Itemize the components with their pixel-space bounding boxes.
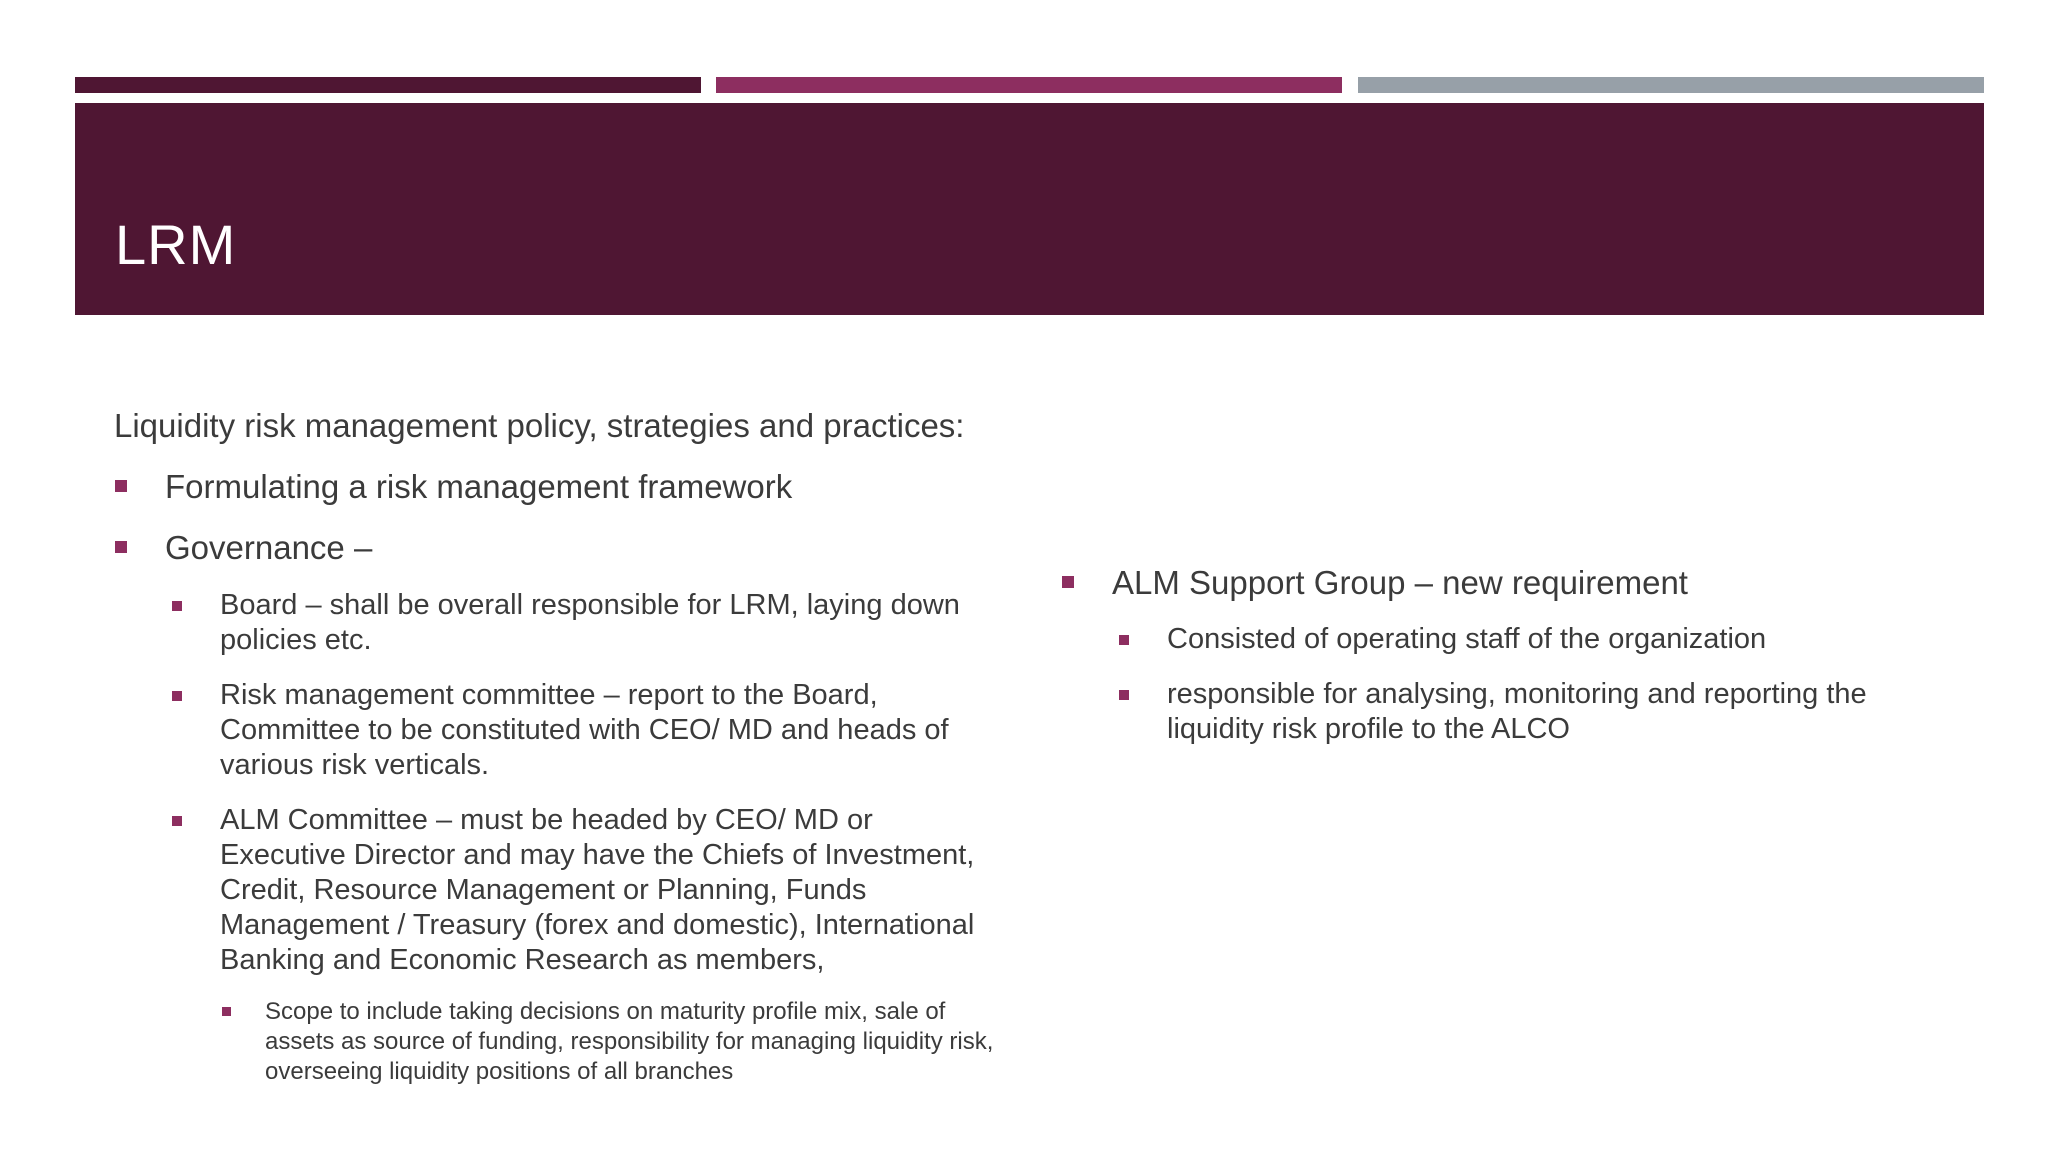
square-bullet-icon [115, 480, 127, 492]
intro-text: Liquidity risk management policy, strategies and practices: [114, 407, 965, 444]
square-bullet-icon [172, 691, 182, 701]
bullet-support-group-text: ALM Support Group – new requirement [1112, 564, 1688, 601]
bullet-alm-scope [265, 997, 1000, 1087]
bullet-responsibility [1167, 677, 1947, 747]
square-bullet-icon [1062, 576, 1074, 588]
bullet-board [220, 588, 1000, 658]
accent-bar-magenta [716, 77, 1342, 93]
square-bullet-icon [172, 601, 182, 611]
bullet-governance-text: Governance – [165, 529, 373, 566]
bullet-alm-scope-text: Scope to include taking decisions on maturity profile mix, sale of assets as source of funding, responsibility for managing liquidity risk, overseeing liquidity positions of all branches [265, 998, 994, 1085]
square-bullet-icon [1119, 635, 1129, 645]
bullet-alm-committee-text: ALM Committee – must be headed by CEO/ MD or Executive Director and may have the Chiefs of Investment, Credit, Resource Management or Planning, Funds Management / Treasury (forex and domestic), International Banking and Economic Research as members, [220, 804, 975, 976]
title-band [75, 103, 1984, 315]
bullet-staff-text: Consisted of operating staff of the organization [1167, 623, 1767, 655]
bullet-responsibility-text: responsible for analysing, monitoring and reporting the liquidity risk profile to the ALCO [1167, 678, 1867, 745]
bullet-support-group [1112, 561, 1982, 605]
bullet-risk-committee [220, 678, 1000, 783]
bullet-board-text: Board – shall be overall responsible for LRM, laying down policies etc. [220, 589, 960, 656]
slide-title: LRM [115, 213, 237, 276]
square-bullet-icon [172, 816, 182, 826]
square-bullet-icon [222, 1007, 231, 1016]
square-bullet-icon [115, 541, 127, 553]
accent-bar-dark [75, 77, 701, 93]
bullet-framework-text: Formulating a risk management framework [165, 468, 793, 505]
bullet-governance [165, 526, 1045, 570]
bullet-alm-committee [220, 803, 1000, 978]
bullet-risk-committee-text: Risk management committee – report to the Board, Committee to be constituted with CEO/ MD and heads of various risk verticals. [220, 679, 949, 781]
square-bullet-icon [1119, 690, 1129, 700]
bullet-framework [165, 465, 1045, 509]
accent-bar-gray [1358, 77, 1984, 93]
bullet-staff [1167, 622, 1947, 657]
